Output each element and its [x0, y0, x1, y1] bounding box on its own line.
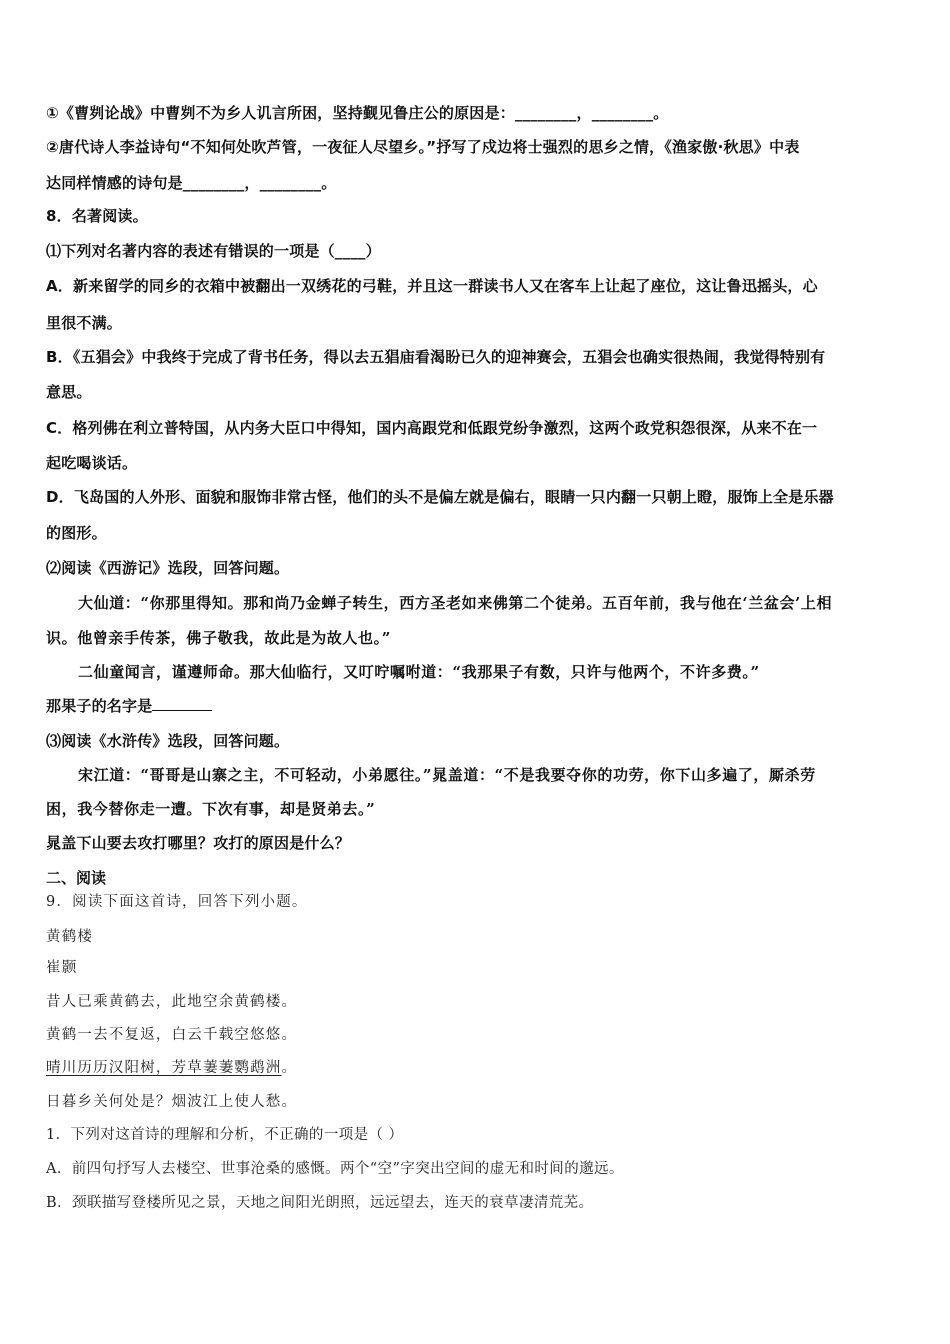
option-a-line1: A．新来留学的同乡的衣箱中被翻出一双绣花的弓鞋，并且这一群读书人又在客车上让起了座位，这让鲁迅摇头，心	[46, 277, 818, 295]
option-c-line1: C．格列佛在利立普特国，从内务大臣口中得知，国内高跟党和低跟党纷争激烈，这两个政党积怨很深，从来不在一	[46, 419, 818, 437]
poem-title: 黄鹤楼	[46, 929, 94, 945]
option-c-line2: 起吃喝谈话。	[46, 454, 138, 472]
option-d-line2: 的图形。	[46, 524, 107, 542]
poem-line-1: 昔人已乘黄鹤去，此地空余黄鹤楼。	[46, 994, 298, 1010]
xiyouji-passage-line2: 识。他曾亲手传茶，佛子敬我，故此是为故人也。”	[46, 629, 391, 647]
chaogai-question: 晁盖下山要去攻打哪里？攻打的原因是什么？	[46, 834, 351, 852]
poem-author: 崔颢	[46, 960, 78, 976]
sub-q1-option-b: B．颈联描写登楼所见之景，天地之间阳光朗照，远远望去，连天的衰草凄清荒芜。	[46, 1195, 594, 1211]
sub-q1-prompt: 1．下列对这首诗的理解和分析，不正确的一项是（ ）	[46, 1127, 404, 1143]
q9-title: 9．阅读下面这首诗，回答下列小题。	[46, 894, 308, 910]
poem-line-2: 黄鹤一去不复返，白云千载空悠悠。	[46, 1027, 298, 1043]
q8-title: 8．名著阅读。	[46, 207, 148, 225]
q8-part2-prompt: ⑵阅读《西游记》选段，回答问题。	[46, 559, 290, 577]
option-b-line1: B．《五猖会》中我终于完成了背书任务，得以去五猖庙看渴盼已久的迎神赛会，五猖会也确实很热闹，我觉得特别有	[46, 348, 826, 366]
answer-blank	[152, 696, 212, 711]
shuihu-passage-line2: 困，我今替你走一遭。下次有事，却是贤弟去。”	[46, 800, 376, 818]
fruit-name-question	[46, 696, 212, 716]
option-a-line2: 里很不满。	[46, 314, 123, 332]
xiyouji-passage-line1: 大仙道：“你那里得知。那和尚乃金蝉子转生，西方圣老如来佛第二个徒弟。五百年前，我与他在‘兰盆会’上相	[78, 594, 833, 612]
poem-line-3-underlined: 晴川历历汉阳树，芳草萋萋鹦鹉洲	[46, 1060, 282, 1076]
q7-sub2-line1: ②唐代诗人李益诗句“不知何处吹芦管，一夜征人尽望乡。”抒写了戍边将士强烈的思乡之情，《渔家傲·秋思》中表	[46, 138, 800, 156]
q7-sub2-line2: 达同样情感的诗句是________，________。	[46, 174, 337, 192]
fruit-name-question-text: 那果子的名字是	[46, 697, 153, 715]
q7-sub1: ①《曹刿论战》中曹刿不为乡人讥言所困，坚持觐见鲁庄公的原因是：________，________。	[46, 104, 669, 122]
option-d-line1: D．飞岛国的人外形、面貌和服饰非常古怪，他们的头不是偏左就是偏右，眼睛一只内翻一只朝上瞪，服饰上全是乐器	[46, 488, 834, 506]
poem-line-3-period: 。	[281, 1060, 298, 1076]
shuihu-passage-line1: 宋江道：“哥哥是山寨之主，不可轻动，小弟愿往。”晁盖道：“不是我要夺你的功劳，你下山多遍了，厮杀劳	[78, 766, 816, 784]
xiyouji-passage-line3: 二仙童闻言，谨遵师命。那大仙临行，又叮咛嘱咐道：“我那果子有数，只许与他两个，不许多费。”	[78, 663, 760, 681]
section-heading-reading: 二、阅读	[46, 869, 107, 887]
poem-line-4: 日暮乡关何处是？烟波江上使人愁。	[46, 1094, 298, 1110]
option-b-line2: 意思。	[46, 383, 92, 401]
q8-part1-prompt: ⑴下列对名著内容的表述有错误的一项是（____）	[46, 242, 381, 260]
poem-line-3	[46, 1058, 297, 1078]
sub-q1-option-a: A．前四句抒写人去楼空、世事沧桑的感慨。两个“空”字突出空间的虚无和时间的邈远。	[46, 1161, 624, 1177]
q8-part3-prompt: ⑶阅读《水浒传》选段，回答问题。	[46, 732, 290, 750]
